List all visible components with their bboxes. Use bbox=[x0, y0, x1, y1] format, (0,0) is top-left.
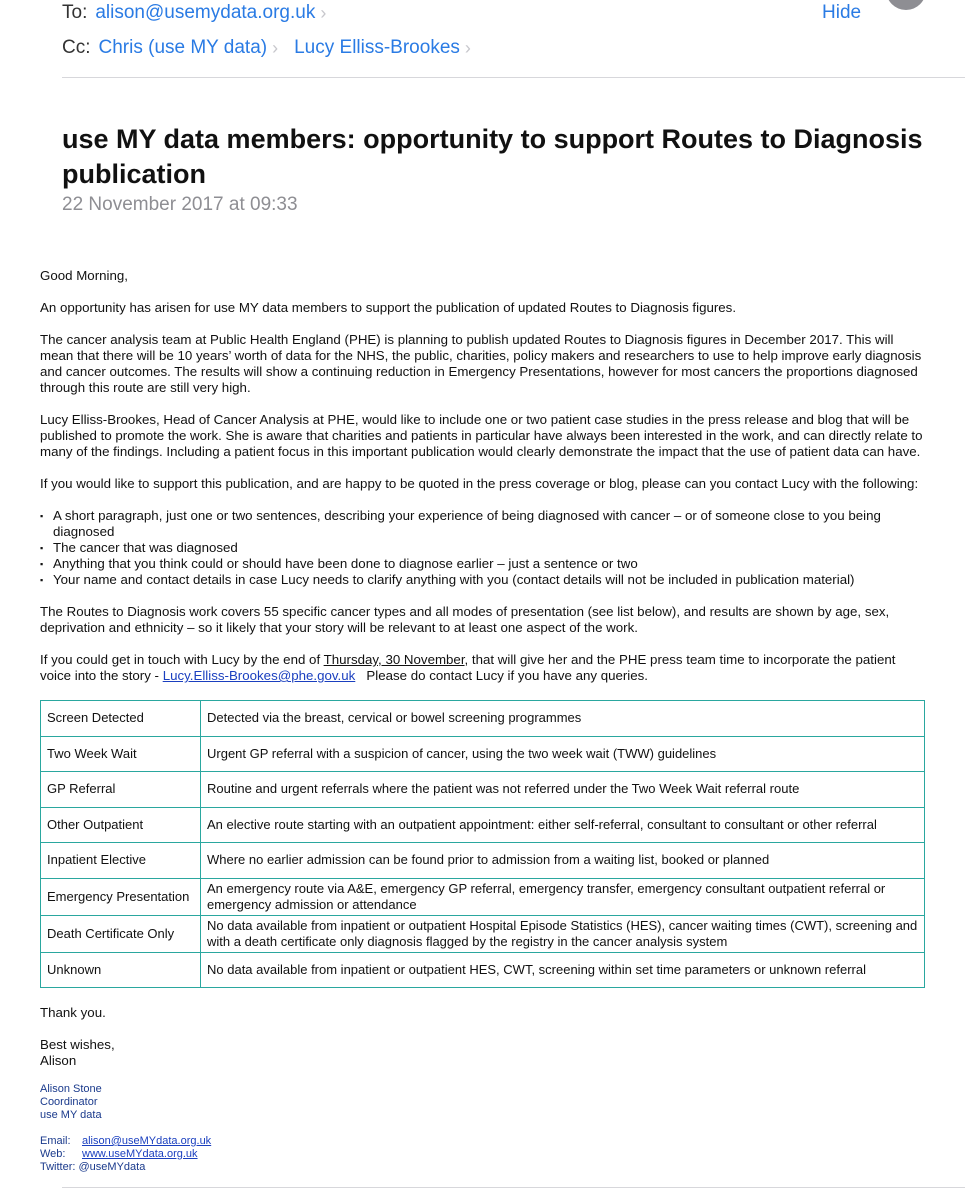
route-name-cell: Inpatient Elective bbox=[41, 843, 201, 879]
signature-name-block bbox=[40, 1083, 930, 1122]
paragraph-deadline bbox=[40, 652, 930, 684]
table-row bbox=[41, 736, 925, 772]
deadline-text-c: Please do contact Lucy if you have any queries. bbox=[355, 668, 649, 683]
signature-email-label: Email: bbox=[40, 1135, 71, 1147]
email-body bbox=[40, 268, 930, 1174]
paragraph-support: If you would like to support this publication, and are happy to be quoted in the press coverage or blog, please can you contact Lucy with the following: bbox=[40, 476, 919, 491]
cc-row bbox=[62, 37, 487, 59]
route-name-cell: Death Certificate Only bbox=[41, 915, 201, 952]
table-row bbox=[41, 772, 925, 808]
to-recipient[interactable]: alison@usemydata.org.uk bbox=[95, 2, 316, 23]
route-description-cell: An elective route starting with an outpatient appointment: either self-referral, consultant to consultant or other referral bbox=[201, 807, 925, 843]
route-description-cell: Where no earlier admission can be found prior to admission from a waiting list, booked or planned bbox=[201, 843, 925, 879]
paragraph-phe: The cancer analysis team at Public Health England (PHE) is planning to publish updated Routes to Diagnosis figures in December 2017. This will mean that there will be 10 years’ worth of data for the NHS, the public, charities, policy makers and researchers to use to help improve early diagnosis and cancer outcomes. The results will show a continuing reduction in Emergency Presentations, however for most cancers the proportions diagnosed through this route are still very high. bbox=[40, 332, 922, 395]
to-row bbox=[62, 2, 342, 24]
signature-web-label: Web: bbox=[40, 1148, 66, 1160]
signature-email-link[interactable]: alison@useMYdata.org.uk bbox=[82, 1135, 212, 1147]
list-item: ▪ A short paragraph, just one or two sentences, describing your experience of being diagnosed with cancer – or of someone close to you being diagnosed bbox=[53, 508, 930, 540]
avatar[interactable] bbox=[886, 0, 926, 10]
deadline-date-link[interactable]: Thursday, 30 November bbox=[323, 652, 465, 667]
signature-org: use MY data bbox=[40, 1109, 102, 1121]
signature-role: Coordinator bbox=[40, 1096, 98, 1108]
email-date: 22 November 2017 at 09:33 bbox=[62, 194, 298, 215]
route-name-cell: GP Referral bbox=[41, 772, 201, 808]
paragraph-intro: An opportunity has arisen for use MY data members to support the publication of updated Routes to Diagnosis figures. bbox=[40, 300, 737, 315]
chevron-right-icon: › bbox=[320, 2, 327, 23]
header-divider bbox=[62, 77, 965, 78]
route-name-cell: Unknown bbox=[41, 952, 201, 988]
cc-label: Cc: bbox=[62, 37, 91, 58]
route-description-cell: No data available from inpatient or outpatient Hospital Episode Statistics (HES), cancer waiting times (CWT), screening and with a death certificate only diagnosis flagged by the registry in the cancer analysis system bbox=[201, 915, 925, 952]
table-row bbox=[41, 701, 925, 737]
list-item: ▪ Your name and contact details in case Lucy needs to clarify anything with you (contact details will not be included in publication material) bbox=[53, 572, 930, 588]
sender-first-name: Alison bbox=[40, 1053, 77, 1068]
signature-name: Alison Stone bbox=[40, 1083, 102, 1095]
greeting: Good Morning, bbox=[40, 268, 128, 283]
route-name-cell: Screen Detected bbox=[41, 701, 201, 737]
paragraph-lucy: Lucy Elliss-Brookes, Head of Cancer Analysis at PHE, would like to include one or two patient case studies in the press release and blog that will be published to promote the work. She is aware that charities and patients in particular have always been interested in the work, and can directly relate to many of the findings. Including a patient focus in this important publication would clearly demonstrate the impact that the use of patient data can have. bbox=[40, 412, 923, 459]
deadline-text-b: , that will give her and the PHE press team time to incorporate the patient voice into the story - bbox=[40, 652, 896, 683]
closing bbox=[40, 1037, 930, 1069]
chevron-right-icon: › bbox=[464, 37, 471, 58]
signature-contact-block bbox=[40, 1135, 930, 1174]
paragraph-scope: The Routes to Diagnosis work covers 55 specific cancer types and all modes of presentation (see list below), and results are shown by age, sex, deprivation and ethnicity – so it likely that your story will be relevant to at least one aspect of the work. bbox=[40, 604, 890, 635]
route-name-cell: Emergency Presentation bbox=[41, 878, 201, 915]
route-name-cell: Two Week Wait bbox=[41, 736, 201, 772]
route-description-cell: No data available from inpatient or outpatient HES, CWT, screening within set time parameters or unknown referral bbox=[201, 952, 925, 988]
routes-table bbox=[40, 700, 925, 988]
route-description-cell: Routine and urgent referrals where the patient was not referred under the Two Week Wait referral route bbox=[201, 772, 925, 808]
requirements-list bbox=[40, 508, 930, 588]
footer-divider bbox=[62, 1187, 965, 1188]
thanks: Thank you. bbox=[40, 1005, 106, 1020]
deadline-text-a: If you could get in touch with Lucy by the end of bbox=[40, 652, 324, 667]
list-item: ▪ Anything that you think could or should have been done to diagnose earlier – just a sentence or two bbox=[53, 556, 930, 572]
table-row bbox=[41, 952, 925, 988]
lucy-email-link[interactable]: Lucy.Elliss-Brookes@phe.gov.uk bbox=[162, 668, 356, 683]
route-description-cell: Urgent GP referral with a suspicion of cancer, using the two week wait (TWW) guidelines bbox=[201, 736, 925, 772]
table-row bbox=[41, 915, 925, 952]
chevron-right-icon: › bbox=[272, 37, 279, 58]
signature-twitter: Twitter: @useMYdata bbox=[40, 1161, 146, 1173]
route-description-cell: An emergency route via A&E, emergency GP referral, emergency transfer, emergency consultant outpatient referral or emergency admission or attendance bbox=[201, 878, 925, 915]
cc-recipient-lucy[interactable]: Lucy Elliss-Brookes bbox=[294, 37, 460, 58]
list-item: ▪ The cancer that was diagnosed bbox=[53, 540, 930, 556]
best-wishes: Best wishes, bbox=[40, 1037, 115, 1052]
route-description-cell: Detected via the breast, cervical or bowel screening programmes bbox=[201, 701, 925, 737]
table-row bbox=[41, 843, 925, 879]
route-name-cell: Other Outpatient bbox=[41, 807, 201, 843]
cc-recipient-chris[interactable]: Chris (use MY data) bbox=[98, 37, 268, 58]
table-row bbox=[41, 807, 925, 843]
to-label: To: bbox=[62, 2, 88, 23]
table-row bbox=[41, 878, 925, 915]
signature-web-link[interactable]: www.useMYdata.org.uk bbox=[82, 1148, 198, 1160]
email-subject: use MY data members: opportunity to support Routes to Diagnosis publication bbox=[62, 124, 923, 189]
hide-button[interactable]: Hide bbox=[822, 2, 862, 23]
